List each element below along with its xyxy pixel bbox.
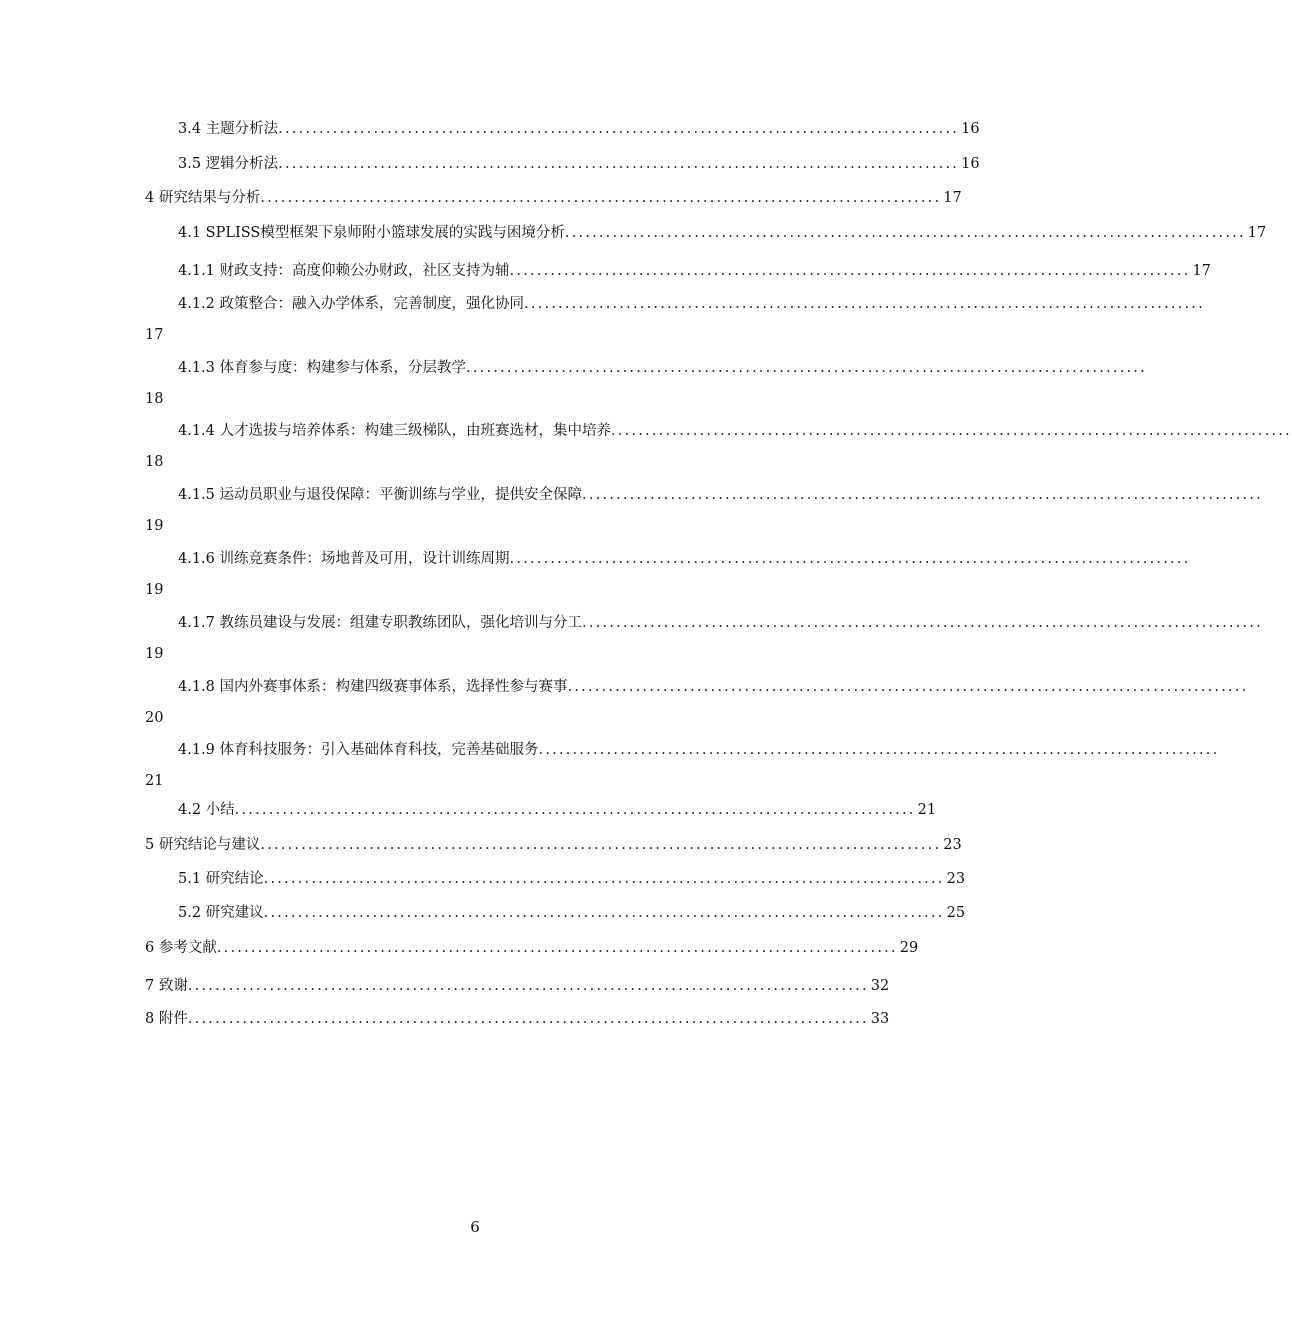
toc-entry-label: 3.4 主题分析法 xyxy=(178,121,279,137)
toc-entry[interactable] xyxy=(145,1009,890,1029)
toc-entry-page: 20 xyxy=(145,710,164,726)
toc-entry-page: 23 xyxy=(946,871,966,887)
toc-leader: .................................................................................................... xyxy=(263,871,945,887)
toc-entry-label: 4.1.4 人才选拔与培养体系：构建三级梯队，由班赛选材，集中培养 xyxy=(178,423,612,439)
toc-leader: .................................................................................................... xyxy=(567,679,1249,695)
toc-entry[interactable] xyxy=(178,119,980,139)
page-number: 6 xyxy=(470,1218,480,1236)
toc-entry-label: 4.1.2 政策整合：融入办学体系，完善制度，强化协同 xyxy=(178,296,525,312)
toc-entry-page: 33 xyxy=(870,1011,890,1027)
toc-leader: .................................................................................................... xyxy=(611,423,1292,439)
toc-entry-label: 6 参考文献 xyxy=(145,940,217,956)
toc-entry-page: 19 xyxy=(145,582,164,598)
toc-entry[interactable] xyxy=(178,800,937,820)
toc-entry[interactable] xyxy=(178,903,966,923)
toc-leader: .................................................................................................... xyxy=(216,940,898,956)
toc-leader: .................................................................................................... xyxy=(263,905,945,921)
toc-entry-page: 16 xyxy=(961,156,980,172)
toc-leader: .................................................................................................... xyxy=(509,551,1191,567)
toc-entry-label: 4.1.3 体育参与度：构建参与体系，分层教学 xyxy=(178,360,467,376)
toc-leader: .................................................................................................... xyxy=(187,1011,869,1027)
toc-entry-label: 4 研究结果与分析 xyxy=(145,190,261,206)
toc-entry-page: 17 xyxy=(943,190,962,206)
toc-entry-label: 8 附件 xyxy=(145,1011,188,1027)
toc-entry-label: 4.1.6 训练竞赛条件：场地普及可用，设计训练周期 xyxy=(178,551,510,567)
toc-leader: .................................................................................................... xyxy=(582,487,1263,503)
toc-entry[interactable] xyxy=(145,938,919,958)
toc-entry[interactable] xyxy=(145,976,890,996)
toc-entry-page: 21 xyxy=(145,773,164,789)
toc-entry[interactable] xyxy=(145,835,962,855)
toc-entry-label: 4.1.7 教练员建设与发展：组建专职教练团队，强化培训与分工 xyxy=(178,615,583,631)
toc-entry-label: 4.1.9 体育科技服务：引入基础体育科技，完善基础服务 xyxy=(178,742,539,758)
toc-entry[interactable] xyxy=(178,223,1267,243)
toc-entry-page: 21 xyxy=(917,802,937,818)
toc-entry[interactable] xyxy=(178,613,1263,633)
toc-leader: .................................................................................................... xyxy=(278,121,960,137)
toc-entry-page: 17 xyxy=(145,327,164,343)
toc-entry[interactable] xyxy=(178,677,1249,697)
toc-entry[interactable] xyxy=(178,485,1263,505)
toc-leader: .................................................................................................... xyxy=(260,837,942,853)
toc-entry[interactable] xyxy=(178,869,966,889)
toc-leader: .................................................................................................... xyxy=(538,742,1220,758)
toc-entry-label: 5 研究结论与建议 xyxy=(145,837,261,853)
toc-leader: .................................................................................................... xyxy=(582,615,1263,631)
toc-entry-page: 17 xyxy=(1247,225,1267,241)
toc-leader: .................................................................................................... xyxy=(260,190,942,206)
toc-entry-label: 5.1 研究结论 xyxy=(178,871,264,887)
toc-leader: .................................................................................................... xyxy=(466,360,1147,376)
toc-leader: .................................................................................................... xyxy=(564,225,1246,241)
toc-entry-page: 16 xyxy=(961,121,980,137)
toc-entry-page: 19 xyxy=(145,518,164,534)
toc-leader: .................................................................................................... xyxy=(524,296,1205,312)
toc-entry[interactable] xyxy=(178,549,1191,569)
toc-entry[interactable] xyxy=(178,261,1211,281)
toc-entry-label: 4.2 小结 xyxy=(178,802,235,818)
toc-entry-label: 7 致谢 xyxy=(145,978,188,994)
toc-entry-page: 18 xyxy=(145,391,164,407)
toc-entry-label: 5.2 研究建议 xyxy=(178,905,264,921)
toc-leader: .................................................................................................... xyxy=(509,263,1191,279)
toc-entry-label: 4.1.8 国内外赛事体系：构建四级赛事体系，选择性参与赛事 xyxy=(178,679,568,695)
toc-entry-page: 17 xyxy=(1192,263,1211,279)
toc-entry-page: 29 xyxy=(899,940,919,956)
toc-entry-page: 19 xyxy=(145,646,164,662)
toc-entry-label: 4.1.5 运动员职业与退役保障：平衡训练与学业，提供安全保障 xyxy=(178,487,583,503)
toc-entry-label: 4.1.1 财政支持：高度仰赖公办财政，社区支持为辅 xyxy=(178,263,510,279)
toc-entry-label: 3.5 逻辑分析法 xyxy=(178,156,279,172)
toc-entry[interactable] xyxy=(145,188,962,208)
toc-entry[interactable] xyxy=(178,154,980,174)
toc-leader: .................................................................................................... xyxy=(278,156,960,172)
toc-entry-page: 25 xyxy=(946,905,966,921)
toc-entry-label: 4.1 SPLISS模型框架下泉师附小篮球发展的实践与困境分析 xyxy=(178,225,565,241)
toc-entry[interactable] xyxy=(178,421,1292,441)
toc-entry[interactable] xyxy=(178,740,1220,760)
toc-entry-page: 18 xyxy=(145,454,164,470)
toc-entry-page: 32 xyxy=(870,978,890,994)
toc-entry-page: 23 xyxy=(943,837,962,853)
toc-entry[interactable] xyxy=(178,294,1205,314)
toc-entry[interactable] xyxy=(178,358,1147,378)
toc-leader: .................................................................................................... xyxy=(187,978,869,994)
toc-leader: .................................................................................................... xyxy=(234,802,916,818)
